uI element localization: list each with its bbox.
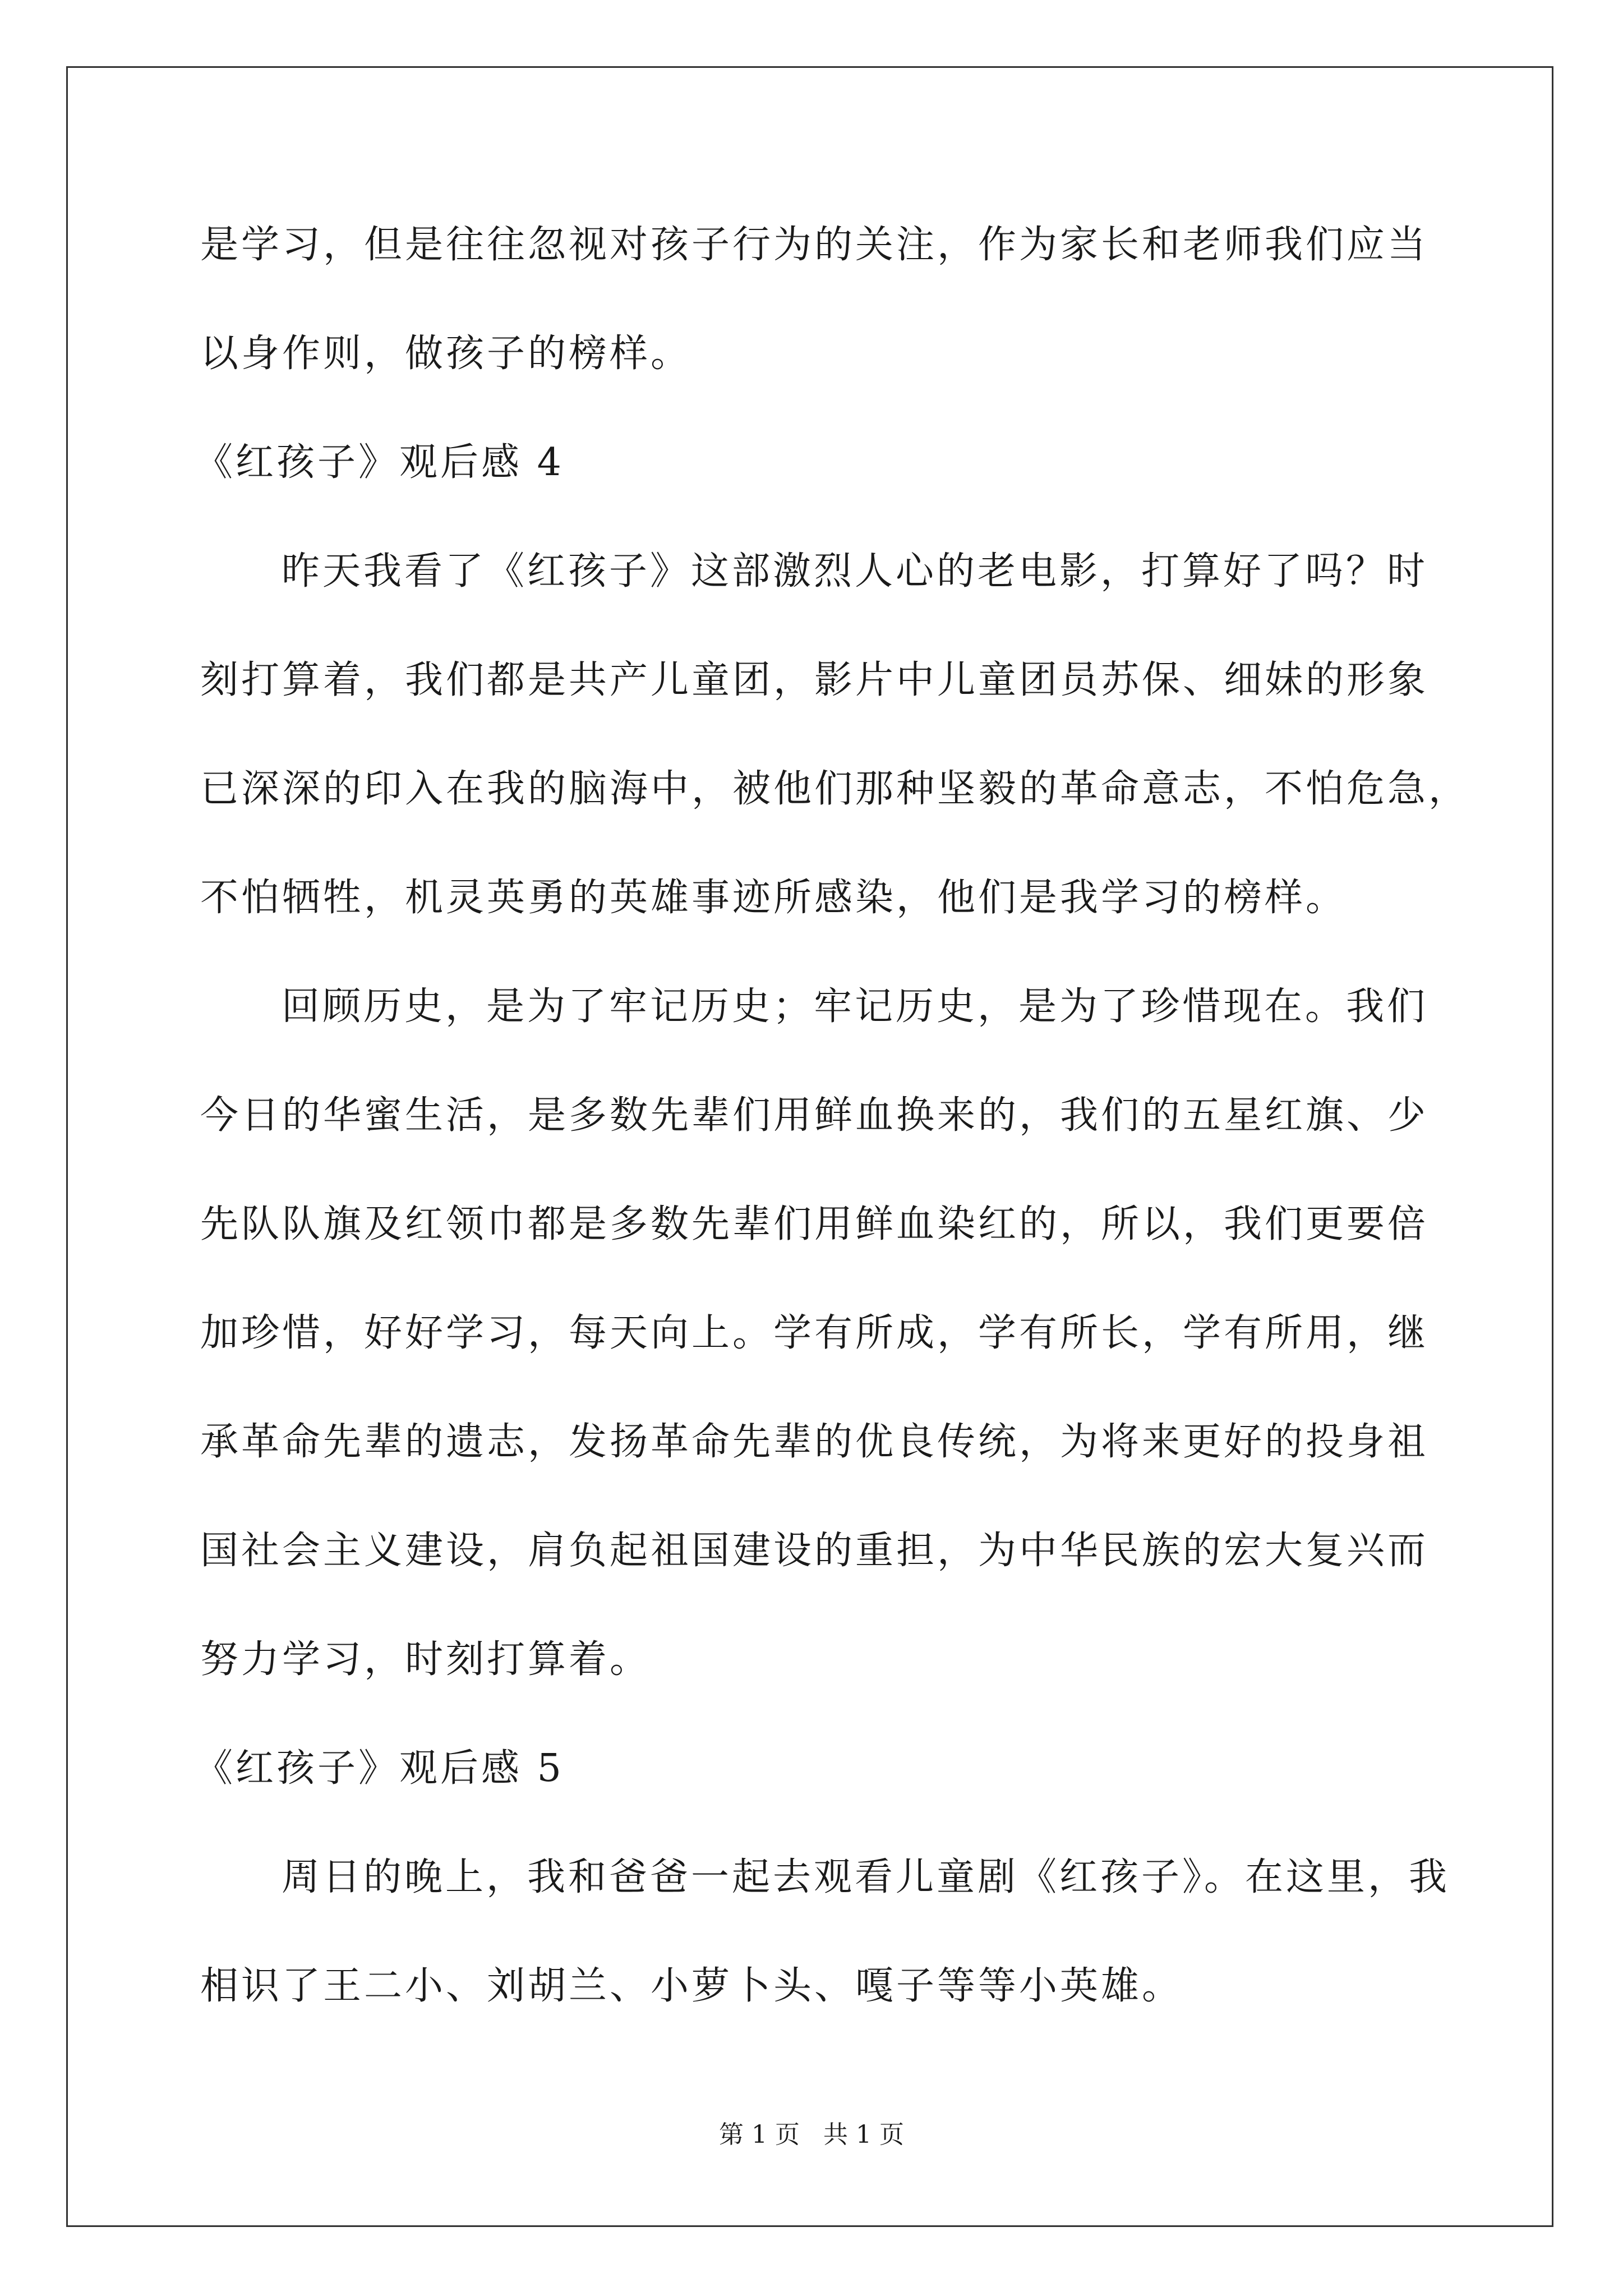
body-line: 先队队旗及红领巾都是多数先辈们用鲜血染红的，所以，我们更要倍 — [200, 1202, 1429, 1246]
body-line: 加珍惜，好好学习，每天向上。学有所成，学有所长，学有所用，继 — [200, 1311, 1429, 1355]
paragraph-first-line: 周日的晚上，我和爸爸一起去观看儿童剧《红孩子》。在这里，我 — [282, 1855, 1450, 1899]
body-line: 相识了王二小、刘胡兰、小萝卜头、嘎子等等小英雄。 — [200, 1964, 1183, 2008]
body-line: 是学习，但是往往忽视对孩子行为的关注，作为家长和老师我们应当 — [200, 223, 1429, 267]
body-line: 不怕牺牲，机灵英勇的英雄事迹所感染，他们是我学习的榜样。 — [200, 876, 1347, 920]
paragraph-first-line: 昨天我看了《红孩子》这部激烈人心的老电影，打算好了吗？时 — [282, 549, 1428, 593]
document-body — [195, 214, 1470, 2064]
section-heading: 《红孩子》观后感 4 — [195, 440, 564, 485]
body-line: 已深深的印入在我的脑海中，被他们那种坚毅的革命意志，不怕危急， — [200, 767, 1470, 811]
section-heading: 《红孩子》观后感 5 — [195, 1746, 564, 1791]
paragraph-first-line: 回顾历史，是为了牢记历史；牢记历史，是为了珍惜现在。我们 — [282, 984, 1428, 1029]
body-line: 国社会主义建设，肩负起祖国建设的重担，为中华民族的宏大复兴而 — [200, 1529, 1429, 1573]
page-number-footer: 第 1 页 共 1 页 — [719, 2120, 904, 2149]
body-line: 承革命先辈的遗志，发扬革命先辈的优良传统，为将来更好的投身祖 — [200, 1420, 1429, 1464]
body-line: 今日的华蜜生活，是多数先辈们用鲜血换来的，我们的五星红旗、少 — [200, 1093, 1429, 1138]
body-line: 以身作则，做孩子的榜样。 — [200, 332, 692, 376]
body-line: 刻打算着，我们都是共产儿童团，影片中儿童团员苏保、细妹的形象 — [200, 658, 1429, 702]
body-line: 努力学习，时刻打算着。 — [200, 1637, 651, 1682]
